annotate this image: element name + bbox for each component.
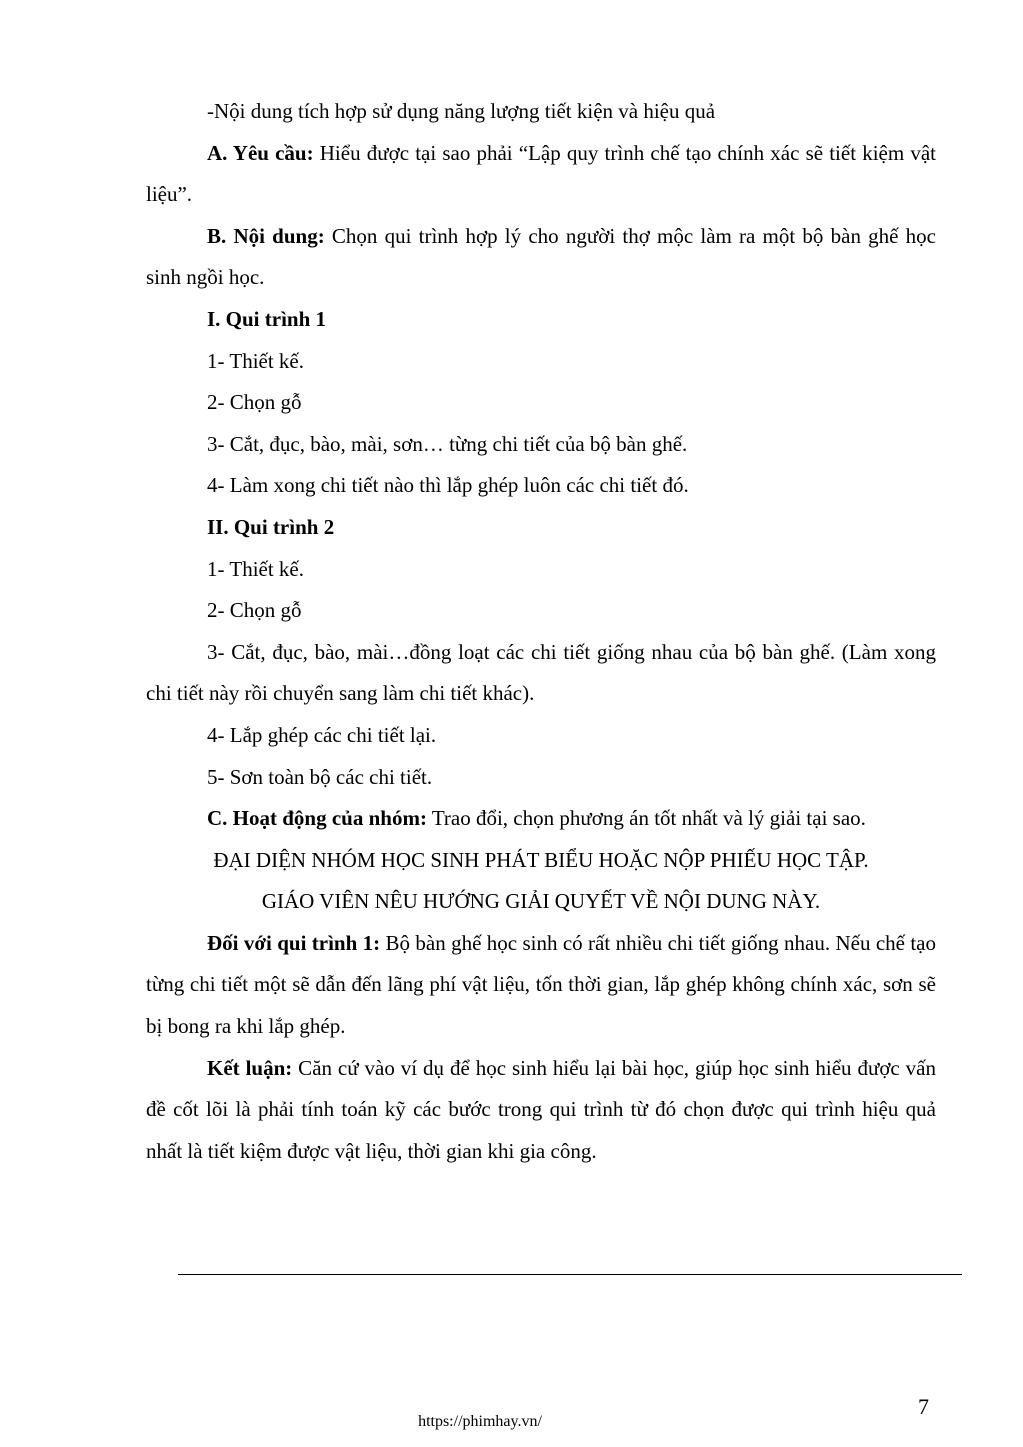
process-2-heading: II. Qui trình 2 xyxy=(207,514,335,539)
conclusion-label: Kết luận: xyxy=(207,1055,293,1080)
group-activity-paragraph: C. Hoạt động của nhóm: Trao đổi, chọn phương án tốt nhất và lý giải tại sao. xyxy=(207,806,866,831)
group-activity-label: C. Hoạt động của nhóm: xyxy=(207,806,427,831)
content-paragraph: B. Nội dung: Chọn qui trình hợp lý cho người thợ mộc làm ra một bộ bàn ghế học sinh ngồi học. xyxy=(146,223,936,290)
student-representative-line: ĐẠI DIỆN NHÓM HỌC SINH PHÁT BIỂU HOẶC NỘP PHIẾU HỌC TẬP. xyxy=(213,847,869,872)
process-1-step-4: 4- Làm xong chi tiết nào thì lắp ghép luôn các chi tiết đó. xyxy=(207,473,689,498)
footer-url: https://phimhay.vn/ xyxy=(418,1413,542,1430)
process-2-step-2: 2- Chọn gỗ xyxy=(207,598,302,623)
requirement-label: A. Yêu cầu: xyxy=(207,140,314,165)
process-2-step-3: 3- Cắt, đục, bào, mài…đồng loạt các chi tiết giống nhau của bộ bàn ghế. (Làm xong chi tiết này rồi chuyển sang làm chi tiết khác). xyxy=(146,639,936,706)
teacher-guidance-line: GIÁO VIÊN NÊU HƯỚNG GIẢI QUYẾT VỀ NỘI DUNG NÀY. xyxy=(261,889,821,914)
process-1-step-2: 2- Chọn gỗ xyxy=(207,390,302,415)
process-2-step-1: 1- Thiết kế. xyxy=(207,556,305,581)
process-1-heading: I. Qui trình 1 xyxy=(207,306,327,331)
content-label: B. Nội dung: xyxy=(207,223,325,248)
process-2-step-5: 5- Sơn toàn bộ các chi tiết. xyxy=(207,764,433,789)
process-1-step-3: 3- Cắt, đục, bào, mài, sơn… từng chi tiết của bộ bàn ghế. xyxy=(207,431,688,456)
footer-divider xyxy=(178,1274,962,1275)
requirement-paragraph: A. Yêu cầu: Hiểu được tại sao phải “Lập quy trình chế tạo chính xác sẽ tiết kiệm vật liệu”. xyxy=(146,140,936,207)
process-1-analysis-label: Đối với qui trình 1: xyxy=(207,930,381,955)
page-body xyxy=(146,91,936,1172)
process-1-analysis-paragraph: Đối với qui trình 1: Bộ bàn ghế học sinh có rất nhiều chi tiết giống nhau. Nếu chế tạo từng chi tiết một sẽ dẫn đến lãng phí vật liệu, tốn thời gian, lắp ghép không chính xác, sơn sẽ bị bong ra khi lắp ghép. xyxy=(146,930,937,1039)
page-number: 7 xyxy=(918,1394,929,1419)
process-2-step-4: 4- Lắp ghép các chi tiết lại. xyxy=(207,722,437,747)
conclusion-paragraph: Kết luận: Căn cứ vào ví dụ để học sinh hiểu lại bài học, giúp học sinh hiểu được vấn đề cốt lõi là phải tính toán kỹ các bước trong qui trình từ đó chọn được qui trình hiệu quả nhất là tiết kiệm được vật liệu, thời gian khi gia công. xyxy=(146,1055,936,1163)
process-1-step-1: 1- Thiết kế. xyxy=(207,348,305,373)
intro-line: -Nội dung tích hợp sử dụng năng lượng tiết kiện và hiệu quả xyxy=(207,99,716,123)
